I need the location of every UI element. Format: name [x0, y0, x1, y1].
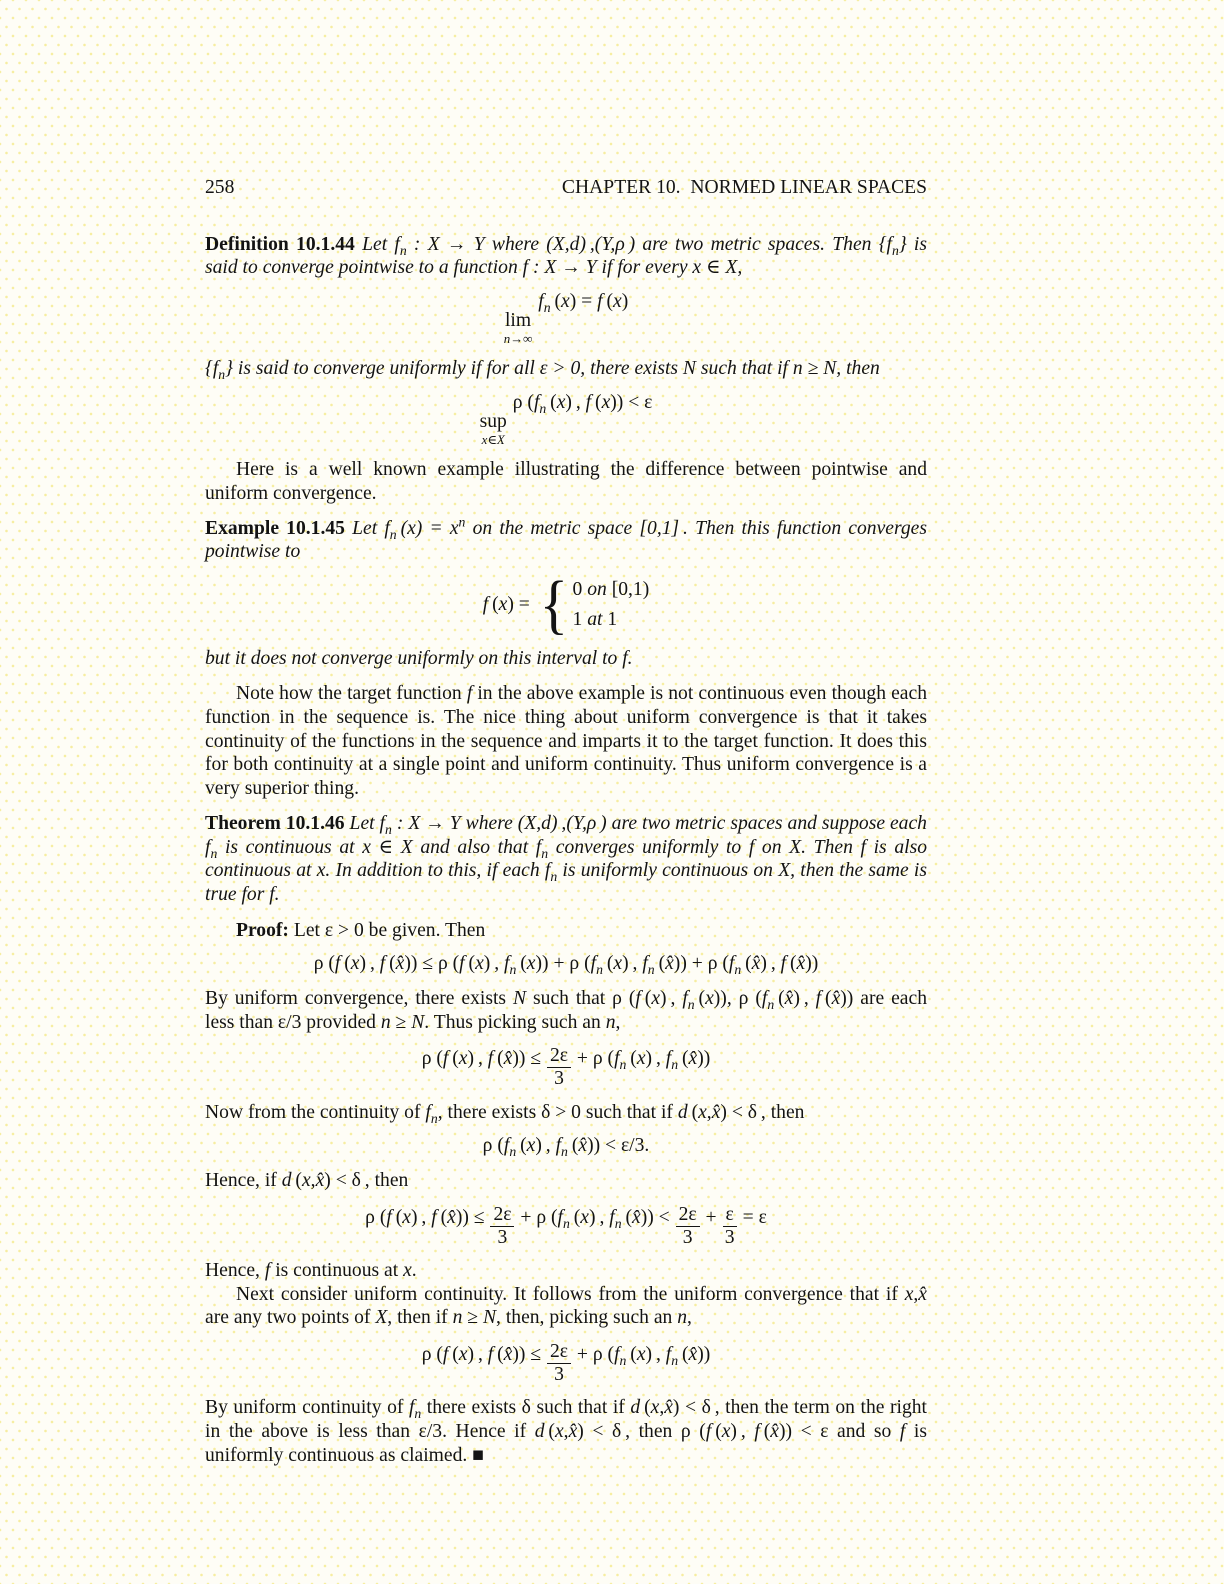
- not-uniform-line: but it does not converge uniformly on this interval to f.: [205, 647, 633, 669]
- page-number: 258: [205, 177, 235, 198]
- running-head: CHAPTER 10. NORMED LINEAR SPACES: [561, 177, 927, 198]
- sup-op-subscript: x∈X: [481, 432, 505, 448]
- limit-operator: [504, 311, 533, 347]
- definition-body: Let $f_n$ : X → Y where (X,d) ,(Y,ρ ) are two metric spaces. Then $\{f_n\}$ is said to converge pointwise to a function f : X → Y if for every x ∈ X,: [205, 233, 927, 279]
- cases-equation-group: f (x) = { 0 on [0,1) 1 at 1: [482, 568, 650, 642]
- paragraph-hence-continuous: Hence, f is continuous at x.: [205, 1259, 417, 1281]
- sup-equation-body: ρ ($f_n$ (x) , f (x)) < ε: [512, 391, 653, 416]
- equation-two-thirds-first: ρ (f (x) , f (x̂)) ≤ $\frac{2\varepsilon}{3}$ + ρ ($f_n$ (x) , $f_n$ (x̂)): [421, 1045, 711, 1090]
- example-label: Example 10.1.45: [205, 517, 345, 539]
- paragraph-here-example: Here is a well known example illustrating the difference between pointwise and uniform convergence.: [205, 459, 927, 504]
- paragraph-next-uniform-continuity: Next consider uniform continuity. It follows from the uniform convergence that if x,x̂ are any two points of X, then if n ≥ N, then, picking such an n,: [205, 1283, 927, 1329]
- paragraph-hence-if: Hence, if d (x,x̂) < δ , then: [205, 1169, 409, 1191]
- proof-opening: [205, 919, 927, 943]
- sup-op-name: sup: [479, 410, 507, 432]
- theorem-label: Theorem 10.1.46: [205, 812, 345, 834]
- theorem-10-1-46: [205, 812, 927, 907]
- definition-label: Definition 10.1.44: [205, 233, 355, 255]
- proof-label: Proof:: [236, 919, 289, 941]
- limit-op-name: lim: [504, 309, 532, 331]
- equation-cases: [205, 568, 927, 642]
- equation-pointwise-limit: [205, 291, 927, 346]
- paragraph-note-target-function: Note how the target function f in the above example is not continuous even though each function in the sequence is. The nice thing about uniform convergence is that it takes continuity of the functions in the sequence and imparts it to the target function. It does this for both continuity at a single point and uniform continuity. Thus uniform convergence is a very superior thing.: [205, 683, 927, 800]
- theorem-body: Let $f_n$ : X → Y where (X,d) ,(Y,ρ ) are two metric spaces and suppose each $f_n$ is continuous at x ∈ X and also that $f_n$ converges uniformly to f on X. Then f is also continuous at x. In addition to this, if each $f_n$ is uniformly continuous on X, then the same is true for f.: [205, 812, 927, 905]
- limit-op-subscript: n→∞: [503, 331, 533, 347]
- cases-rows: [573, 575, 650, 636]
- paragraph-now-from-continuity: Now from the continuity of $f_n$, there exists δ > 0 such that if d (x,x̂) < δ , then: [205, 1101, 805, 1126]
- limit-equation-body: $f_n$ (x) = f (x): [538, 291, 629, 316]
- page-header: [205, 176, 927, 200]
- equation-epsilon-total: ρ (f (x) , f (x̂)) ≤ $\frac{2\varepsilon}{3}$ + ρ ($f_n$ (x) , $f_n$ (x̂)) < $\frac{2\varepsilon}{3}$ + $\frac{\varepsilon}{3}$ = ε: [365, 1203, 767, 1248]
- cases-lhs: f (x) =: [482, 594, 530, 615]
- equation-two-thirds-second: ρ (f (x) , f (x̂)) ≤ $\frac{2\varepsilon}{3}$ + ρ ($f_n$ (x) , $f_n$ (x̂)): [421, 1340, 711, 1386]
- sup-operator: [480, 412, 507, 448]
- example-body: Let $f_n$ $(x) = x^n$ on the metric space [0,1] . Then this function converges pointwise to: [205, 513, 927, 563]
- example-10-1-45: [205, 513, 927, 564]
- case-row-top: 0 on [0,1): [572, 578, 650, 600]
- definition-10-1-44: [205, 233, 927, 280]
- uniform-convergence-line: $\{f_n\}$ is said to converge uniformly if for all ε > 0, there exists N such that if n ≥ N, then: [205, 358, 880, 383]
- equation-sup-metric: [205, 392, 927, 447]
- textbook-page: [205, 0, 927, 1467]
- paragraph-by-uniform-convergence: By uniform convergence, there exists N such that ρ (f (x) , $f_n$ (x)), ρ ($f_n$ (x̂) , f (x̂)) are each less than ε/3 provided n ≥ N. Thus picking such an n,: [205, 987, 927, 1033]
- equation-epsilon-third: ρ ($f_n$ (x) , $f_n$ (x̂)) < ε/3.: [482, 1135, 650, 1160]
- proof-lead: Let ε > 0 be given. Then: [288, 919, 486, 941]
- case-row-bottom: 1 at 1: [572, 609, 618, 631]
- equation-triangle-inequality: ρ (f (x) , f (x̂)) ≤ ρ (f (x) , $f_n$ (x)) + ρ ($f_n$ (x) , $f_n$ (x̂)) + ρ ($f_n$ (x̂) , f (x̂)): [313, 953, 819, 978]
- paragraph-final-qed: By uniform continuity of $f_n$ there exists δ such that if d (x,x̂) < δ , then the term on the right in the above is less than ε/3. Hence if d (x,x̂) < δ , then ρ (f (x) , f (x̂)) < ε and so f is uniformly continuous as claimed. ■: [205, 1397, 928, 1466]
